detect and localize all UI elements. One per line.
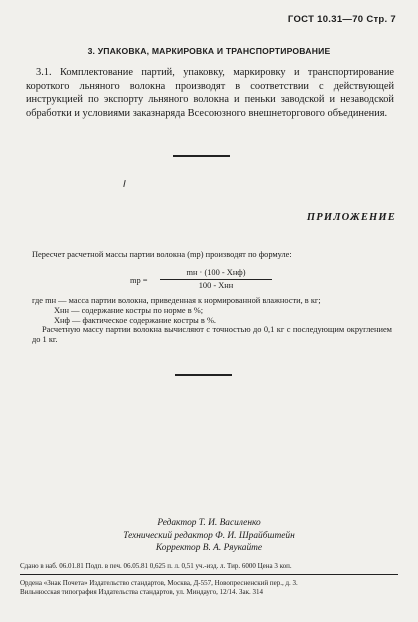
annex-closing: Расчетную массу партии волокна вычисляют с точностью до 0,1 кг с последующим округлением до 1 кг. (32, 325, 392, 345)
publisher-line: Ордена «Знак Почета» Издательство стандартов, Москва, Д-557, Новопресненский пер., д. 3. (20, 579, 298, 587)
legend-item: Xнф — фактическое содержание костры в %. (54, 316, 217, 326)
stray-mark (123, 180, 125, 187)
formula-lhs: mр = (130, 276, 148, 285)
formula-denominator: 100 - Xнн (198, 281, 234, 290)
formula-legend (32, 296, 392, 327)
proofreader-credit: Корректор В. А. Ряукайте (155, 543, 263, 554)
standard-header: ГОСТ 10.31—70 Стр. 7 (287, 14, 396, 25)
annex-intro: Пересчет расчетной массы партии волокна (mр) производят по формуле: (32, 250, 292, 259)
annex-title: ПРИЛОЖЕНИЕ (306, 212, 396, 223)
editor-credit: Редактор Т. И. Василенко (157, 518, 261, 528)
mass-formula (130, 268, 290, 292)
formula-numerator: mн · (100 - Xнф) (186, 268, 246, 277)
print-info: Сдано в наб. 06.01.81 Подп. в печ. 06.05.81 0,625 п. л. 0,51 уч.-изд. л. Тир. 6000 Цена 3 коп. (20, 562, 292, 570)
fraction-bar (160, 279, 272, 280)
section-paragraph: 3.1. Комплектование партий, упаковку, маркировку и транспортирование короткого льняного волокна производят в соответствии с действующей инструкцией по экспорту льняного волокна и пеньки заводской и незаводской обработки и условиями заказнаряда Всесоюзного внешнеторгового объединения. (26, 67, 394, 119)
publisher-info (20, 579, 398, 598)
credits-block (0, 517, 418, 555)
section-title: 3. УПАКОВКА, МАРКИРОВКА И ТРАНСПОРТИРОВАНИЕ (87, 46, 331, 56)
divider-top (173, 155, 230, 157)
divider-bottom (20, 574, 398, 575)
legend-item: Xнн — содержание костры по норме в %; (54, 306, 204, 316)
printer-line: Вильнюсская типография Издательства стандартов, ул. Миндауго, 12/14. Зак. 314 (20, 588, 264, 597)
divider-middle (175, 374, 232, 376)
legend-item: где mн — масса партии волокна, приведенная к нормированной влажности, в кг; (32, 296, 321, 305)
tech-editor-credit: Технический редактор Ф. И. Шрайбштейн (123, 530, 295, 541)
